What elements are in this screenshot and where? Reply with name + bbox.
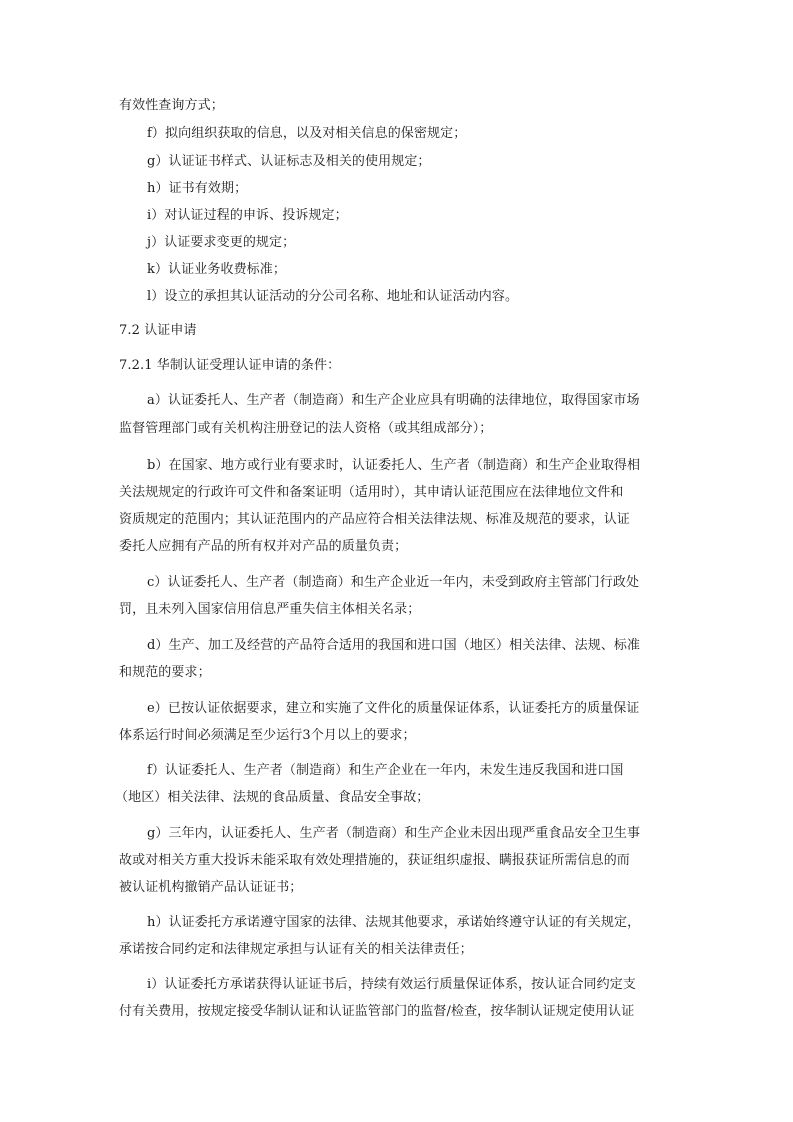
condition-h-line-1: h）认证委托方承诺遵守国家的法律、法规其他要求，承诺始终遵守认证的有关规定， <box>147 915 641 930</box>
list-item-h: h）证书有效期； <box>147 181 248 196</box>
condition-g-line-2: 故或对相关方重大投诉未能采取有效处理措施的，获证组织虚报、瞒报获证所需信息的而 <box>119 853 630 868</box>
section-heading-7-2: 7.2 认证申请 <box>119 323 197 338</box>
text-line: 有效性查询方式； <box>119 98 224 113</box>
condition-b-line-1: b）在国家、地方或行业有要求时，认证委托人、生产者（制造商）和生产企业取得相 <box>147 458 641 473</box>
condition-h-line-2: 承诺按合同约定和法律规定承担与认证有关的相关法律责任； <box>119 942 473 957</box>
list-item-f: f）拟向组织获取的信息，以及对相关信息的保密规定； <box>147 126 467 141</box>
condition-b-line-4: 委托人应拥有产品的所有权并对产品的质量负责； <box>119 539 408 554</box>
list-item-i: i）对认证过程的申诉、投诉规定； <box>147 208 348 223</box>
condition-e-line-2: 体系运行时间必须满足至少运行3个月以上的要求； <box>119 728 416 743</box>
subsection-heading-7-2-1: 7.2.1 华制认证受理认证申请的条件： <box>119 358 341 373</box>
condition-b-line-2: 关法规规定的行政许可文件和备案证明（适用时），其申请认证范围应在法律地位文件和 <box>119 485 624 500</box>
condition-b-line-3: 资质规定的范围内；其认证范围内的产品应符合相关法律法规、标准及规范的要求，认证 <box>119 512 630 527</box>
condition-d-line-2: 和规范的要求； <box>119 665 211 680</box>
condition-i-line-2: 付有关费用，按规定接受华制认证和认证监管部门的监督/检查，按华制认证规定使用认证 <box>119 1004 635 1019</box>
condition-c-line-2: 罚，且未列入国家信用信息严重失信主体相关名录； <box>119 602 421 617</box>
condition-e-line-1: e）已按认证依据要求，建立和实施了文件化的质量保证体系，认证委托方的质量保证 <box>147 701 640 716</box>
condition-c-line-1: c）认证委托人、生产者（制造商）和生产企业近一年内，未受到政府主管部门行政处 <box>147 575 640 590</box>
condition-i-line-1: i）认证委托方承诺获得认证证书后，持续有效运行质量保证体系，按认证合同约定支 <box>147 977 636 992</box>
condition-d-line-1: d）生产、加工及经营的产品符合适用的我国和进口国（地区）相关法律、法规、标准 <box>147 638 641 653</box>
condition-f-line-1: f）认证委托人、生产者（制造商）和生产企业在一年内，未发生违反我国和进口国 <box>147 763 624 778</box>
list-item-j: j）认证要求变更的规定； <box>147 235 296 250</box>
condition-a-line-1: a）认证委托人、生产者（制造商）和生产企业应具有明确的法律地位，取得国家市场 <box>147 393 640 408</box>
condition-a-line-2: 监督管理部门或有关机构注册登记的法人资格（或其组成部分）； <box>119 421 493 436</box>
condition-g-line-1: g）三年内，认证委托人、生产者（制造商）和生产企业未因出现严重食品安全卫生事 <box>147 826 641 841</box>
list-item-k: k）认证业务收费标准； <box>147 262 286 277</box>
list-item-g: g）认证证书样式、认证标志及相关的使用规定； <box>147 154 431 169</box>
condition-g-line-3: 被认证机构撤销产品认证证书； <box>119 880 303 895</box>
list-item-l: l）设立的承担其认证活动的分公司名称、地址和认证活动内容。 <box>147 289 519 304</box>
condition-f-line-2: （地区）相关法律、法规的食品质量、食品安全事故； <box>115 790 430 805</box>
